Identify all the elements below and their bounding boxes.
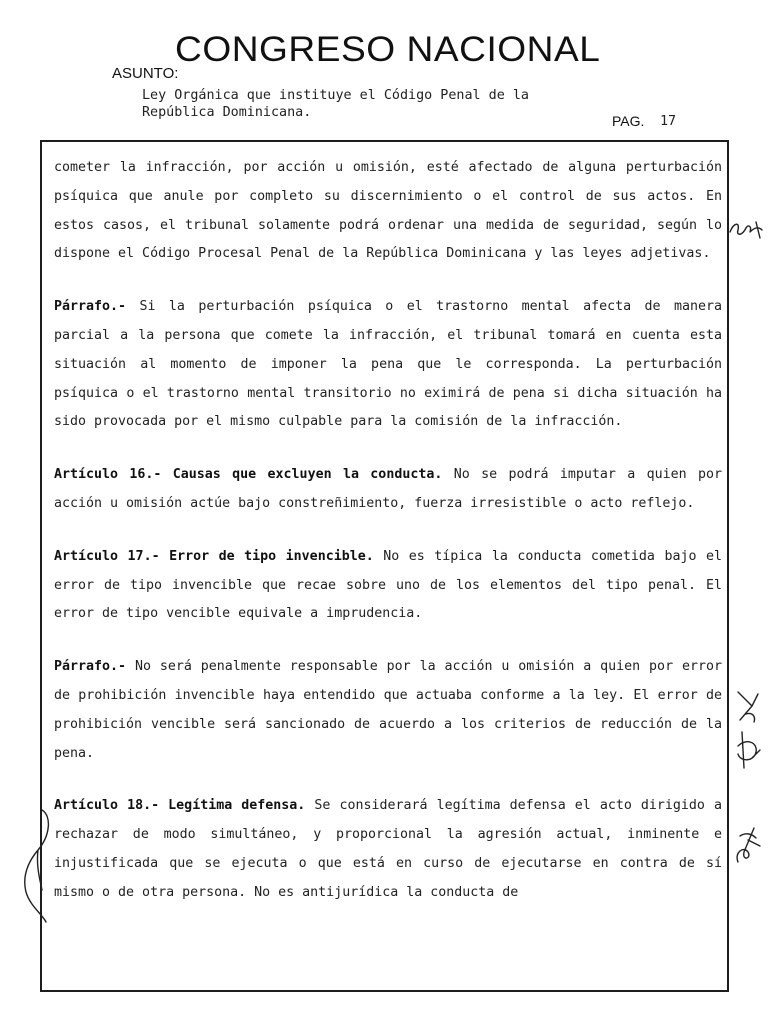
paragraph-heading: Artículo 18.- Legítima defensa. (54, 798, 306, 814)
text-frame (40, 140, 729, 992)
margin-signature (16, 806, 56, 926)
paragraph-articulo-16 (54, 461, 722, 519)
document-body (54, 154, 722, 908)
subject-label: ASUNTO: (112, 65, 179, 82)
paragraph-heading: Artículo 17.- Error de tipo invencible. (54, 548, 374, 564)
paragraph-parrafo (54, 653, 722, 768)
page-label: PAG. (612, 113, 645, 129)
paragraph-parrafo (54, 293, 722, 437)
subject-line: República Dominicana. (142, 105, 312, 120)
subject-text (142, 87, 529, 121)
margin-initials (732, 686, 762, 726)
page-number: 17 (660, 114, 677, 129)
subject-line: Ley Orgánica que instituye el Código Penal de la (142, 88, 529, 103)
paragraph-text: No será penalmente responsable por la acción u omisión a quien por error de prohibición invencible haya entendido que actuaba conforme a la ley. El error de prohibición vencible será sancionado de acuerdo a los criterios de reducción de la pena. (54, 659, 722, 761)
document-title: CONGRESO NACIONAL (175, 30, 601, 69)
paragraph-text: No se podrá imputar a quien por acción u omisión actúe bajo constreñimiento, fuerza irresistible o acto reflejo. (54, 467, 722, 511)
paragraph-heading: Párrafo.- (54, 299, 127, 315)
paragraph-articulo-17 (54, 543, 722, 629)
paragraph-heading: Párrafo.- (54, 659, 127, 675)
paragraph-text: cometer la infracción, por acción u omisión, esté afectado de alguna perturbación psíquica que anule por completo su discernimiento o el control de sus actos. En estos casos, el tribunal solamente podrá ordenar una medida de seguridad, según lo dispone el Código Procesal Penal de la República Dominicana y las leyes adjetivas. (54, 160, 722, 262)
paragraph-continuation (54, 154, 722, 269)
margin-signature (726, 218, 768, 242)
paragraph-heading: Artículo 16.- Causas que excluyen la conducta. (54, 467, 443, 483)
margin-initials (732, 728, 764, 772)
paragraph-articulo-18 (54, 792, 722, 907)
margin-initials (730, 822, 764, 866)
paragraph-text: Se considerará legítima defensa el acto dirigido a rechazar de modo simultáneo, y proporcional la agresión actual, inminente e injustificada que se ejecuta o que está en curso de ejecutarse en contra de sí mismo o de otra persona. No es antijurídica la conducta de (54, 798, 723, 900)
paragraph-text: Si la perturbación psíquica o el trastorno mental afecta de manera parcial a la persona que comete la infracción, el tribunal tomará en cuenta esta situación al momento de imponer la pena que le corresponda. La perturbación psíquica o el trastorno mental transitorio no eximirá de pena si dicha situación ha sido provocada por el mismo culpable para la comisión de la infracción. (54, 299, 722, 430)
paragraph-text: No es típica la conducta cometida bajo el error de tipo invencible que recae sobre uno de los elementos del tipo penal. El error de tipo vencible equivale a imprudencia. (54, 548, 722, 622)
